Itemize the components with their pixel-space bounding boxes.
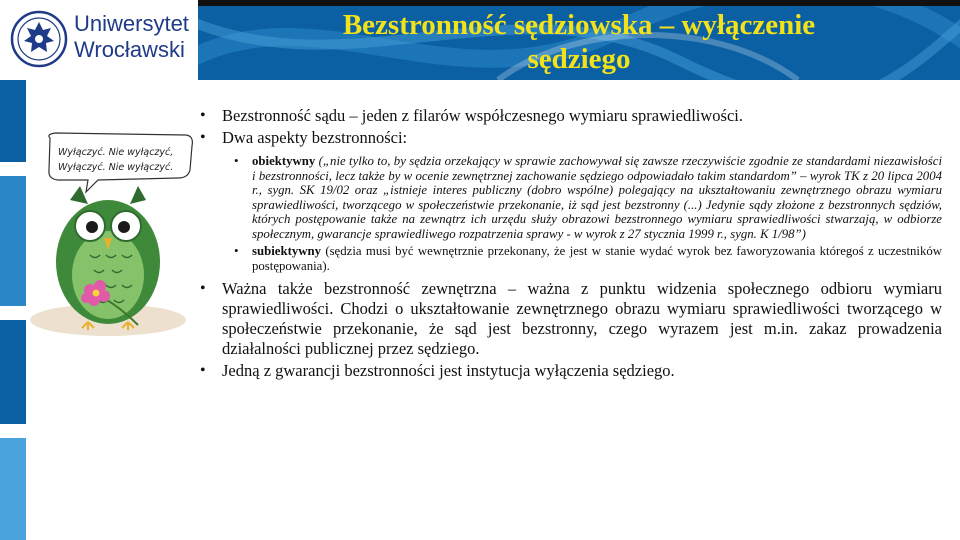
left-band-segment bbox=[0, 306, 26, 320]
left-band-segment bbox=[0, 424, 26, 438]
slide-title-line2: sędziego bbox=[527, 43, 631, 75]
sub-bullet-text: („nie tylko to, by sędzia orzekający w sprawie zachowywał się zawsze rzeczywiście zgodnie ze standardami niezawisłości i bezstronności, lecz także by w ocenie zewnętrznej zachowanie sędziego odpowiadało takim standardom” – wyrok TK z 20 lipca 2004 r., sygn. SK 19/02 oraz „istnieje interes publiczny (dobro wspólne) polegający na ukształtowaniu zewnętrznego obrazu wymiaru sprawiedliwości, tworzącego w społeczeństwie przekonanie, iż sąd jest bezstronny (...) Jedynie sądy złożone z bezstronnych sędziów, których postępowanie także na zewnątrz ich urzędu służy obrazowi bezstronnego wymiaru sprawiedliwości stwarzają, w odbiorze społecznym, gwarancje sprawiedliwego rozpatrzenia sprawy - w wyrok z 27 stycznia 1999 r., sygn. K 1/98”) bbox=[252, 154, 942, 241]
sub-bullet-list bbox=[234, 154, 942, 273]
university-name-line1: Uniwersytet bbox=[74, 11, 189, 36]
left-decorative-band bbox=[0, 80, 26, 540]
sub-bullet-item bbox=[234, 244, 942, 273]
university-emblem-icon bbox=[10, 10, 68, 68]
owl-speech-line1: Wyłączyć. Nie wyłączyć, bbox=[58, 147, 174, 158]
bullet-item: • Dwa aspekty bezstronności: bbox=[200, 128, 942, 148]
university-name bbox=[74, 11, 189, 63]
left-band-segment bbox=[0, 438, 26, 540]
bullet-item: • Jedną z gwarancji bezstronności jest instytucja wyłączenia sędziego. bbox=[200, 361, 942, 381]
university-name-line2: Wrocławski bbox=[74, 37, 185, 62]
left-band-segment bbox=[0, 162, 26, 176]
slide-content bbox=[200, 106, 942, 383]
sub-bullet-term: obiektywny bbox=[252, 154, 316, 168]
slide-title-line1: Bezstronność sędziowska – wyłączenie bbox=[342, 9, 816, 41]
sub-bullet-item bbox=[234, 154, 942, 241]
left-band-segment bbox=[0, 80, 26, 162]
bullet-item: • Ważna także bezstronność zewnętrzna – ważna z punktu widzenia społecznego odbioru wymiaru sprawiedliwości. Chodzi o ukształtowanie zewnętrznego obrazu wymiaru sprawiedliwości tworzącego w społeczeństwie przekonanie, że sąd jest bezstronny, czego wyrazem jest m.in. zakaz prowadzenia działalności publicznej przez sędziego. bbox=[200, 279, 942, 359]
slide-header bbox=[0, 0, 960, 80]
left-band-segment bbox=[0, 320, 26, 424]
university-logo bbox=[0, 0, 198, 80]
sub-bullet-text: (sędzia musi być wewnętrznie przekonany, że jest w stanie wydać wyrok bez faworyzowania któregoś z uczestników postępowania). bbox=[252, 244, 942, 273]
left-band-segment bbox=[0, 176, 26, 306]
sub-bullet-term: subiektywny bbox=[252, 244, 321, 258]
owl-illustration bbox=[28, 130, 198, 340]
top-strip bbox=[198, 0, 960, 6]
slide-title bbox=[198, 8, 960, 76]
owl-speech-line2: Wyłączyć. Nie wyłączyć. bbox=[58, 162, 174, 173]
bullet-item: • Bezstronność sądu – jeden z filarów współczesnego wymiaru sprawiedliwości. bbox=[200, 106, 942, 126]
